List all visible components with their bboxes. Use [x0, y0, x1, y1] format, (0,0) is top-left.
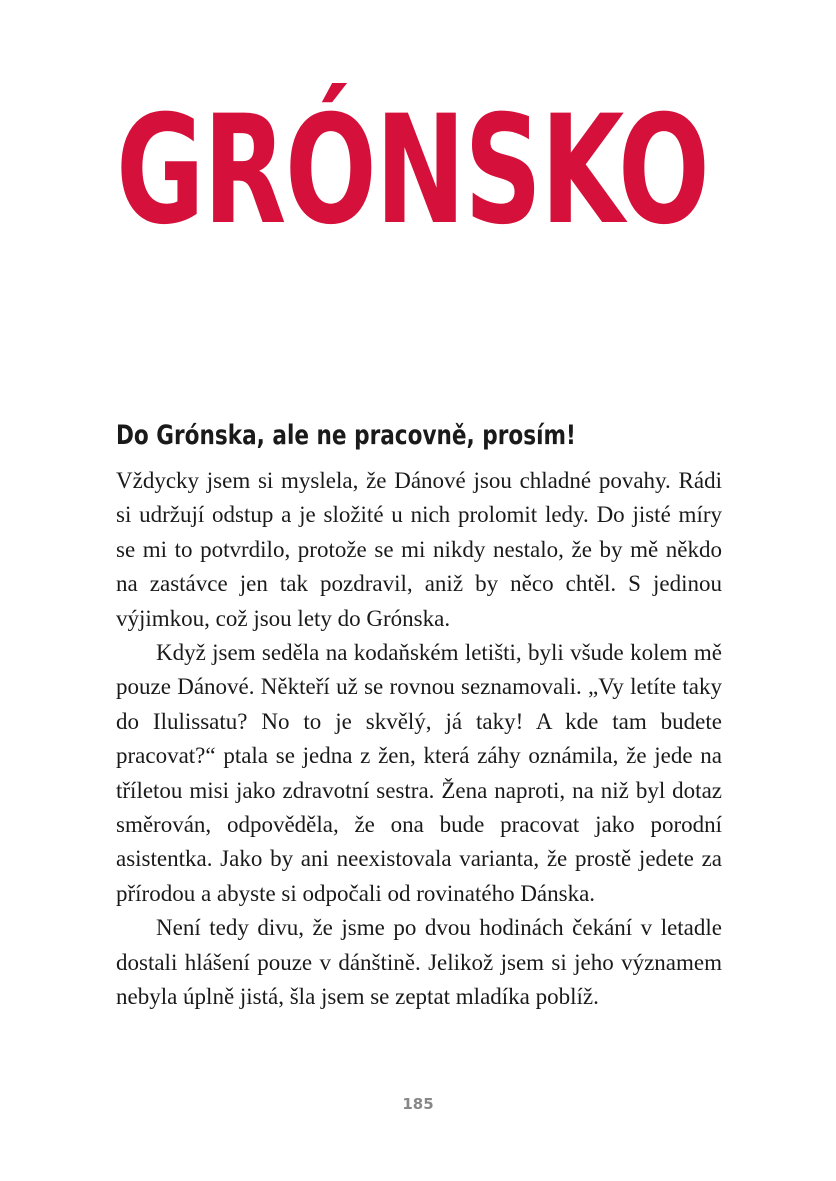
paragraph: Vždycky jsem si myslela, že Dánové jsou chladné povahy. Rádi si udržují odstup a je složité u nich prolomit ledy. Do jisté míry se mi to potvrdilo, protože se mi nikdy nestalo, že by mě někdo na zastávce jen tak pozdravil, aniž by něco chtěl. S jedinou výjimkou, což jsou lety do Grónska.	[116, 468, 722, 631]
chapter-title: GRÓNSKO	[116, 84, 709, 258]
page-number: 185	[402, 1095, 434, 1113]
body-text	[116, 464, 722, 1015]
section-heading: Do Grónska, ale ne pracovně, prosím!	[116, 420, 576, 451]
paragraph: Není tedy divu, že jsme po dvou hodinách čekání v letadle dostali hlášení pouze v dánštině. Jelikož jsem si jeho významem nebyla úplně jistá, šla jsem se zeptat mladíka poblíž.	[116, 915, 722, 1010]
paragraph: Když jsem seděla na kodaňském letišti, byli všude kolem mě pouze Dánové. Někteří už se rovnou seznamovali. „Vy letíte taky do Ilulissatu? No to je skvělý, já taky! A kde tam budete pracovat?“ ptala se jedna z žen, která záhy oznámila, že jede na tříletou misi jako zdravotní sestra. Žena naproti, na niž byl dotaz směrován, odpověděla, že ona bude pracovat jako porodní asistentka. Jako by ani neexistovala varianta, že prostě jedete za přírodou a abyste si odpočali od rovinatého Dánska.	[116, 640, 722, 906]
